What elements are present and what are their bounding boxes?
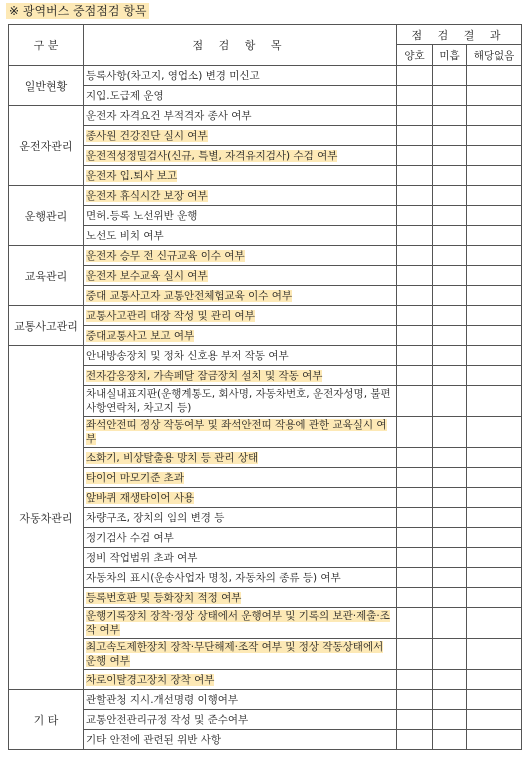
item-text: 소화기, 비상탈출용 망치 등 관리 상태 — [86, 451, 259, 464]
result-poor-cell[interactable] — [433, 468, 467, 488]
result-poor-cell[interactable] — [433, 306, 467, 326]
item-cell — [84, 588, 397, 608]
item-cell — [84, 468, 397, 488]
item-text: 등록번호판 및 등화장치 적정 여부 — [86, 591, 242, 604]
header-items: 점 검 항 목 — [84, 25, 397, 66]
result-na-cell[interactable] — [467, 468, 522, 488]
result-poor-cell[interactable] — [433, 166, 467, 186]
item-cell — [84, 246, 397, 266]
result-good-cell[interactable] — [397, 206, 433, 226]
result-good-cell[interactable] — [397, 508, 433, 528]
item-text: 노선도 비치 여부 — [86, 229, 164, 242]
result-good-cell[interactable] — [397, 710, 433, 730]
table-row — [9, 66, 522, 86]
table-row — [9, 508, 522, 528]
item-cell — [84, 326, 397, 346]
item-text: 운전자 입.퇴사 보고 — [86, 169, 178, 182]
item-cell — [84, 528, 397, 548]
result-na-cell[interactable] — [467, 226, 522, 246]
item-text: 지입.도급제 운영 — [86, 89, 164, 102]
item-text: 기타 안전에 관련된 위반 사항 — [86, 733, 222, 746]
result-na-cell[interactable] — [467, 448, 522, 468]
result-good-cell[interactable] — [397, 66, 433, 86]
item-text: 정비 작업범위 초과 여부 — [86, 551, 198, 564]
item-cell — [84, 126, 397, 146]
item-cell — [84, 206, 397, 226]
category-cell: 자동차관리 — [9, 346, 84, 690]
item-text: 면허.등록 노선위반 운행 — [86, 209, 198, 222]
result-na-cell[interactable] — [467, 366, 522, 386]
result-poor-cell[interactable] — [433, 106, 467, 126]
category-cell: 교통사고관리 — [9, 306, 84, 346]
result-good-cell[interactable] — [397, 730, 433, 750]
item-text: 자동차의 표시(운송사업자 명칭, 자동차의 종류 등) 여부 — [86, 571, 341, 584]
table-row — [9, 448, 522, 468]
item-text: 좌석안전띠 정상 작동여부 및 좌석안전띠 작용에 관한 교육실시 여부 — [86, 419, 387, 445]
table-row — [9, 488, 522, 508]
page-title: ※ 광역버스 중점점검 항목 — [6, 3, 149, 19]
item-cell — [84, 548, 397, 568]
result-na-cell[interactable] — [467, 608, 522, 639]
item-text: 중대 교통사고자 교통안전체험교육 이수 여부 — [86, 289, 293, 302]
result-poor-cell[interactable] — [433, 346, 467, 366]
category-cell: 운행관리 — [9, 186, 84, 246]
table-row — [9, 548, 522, 568]
result-poor-cell[interactable] — [433, 366, 467, 386]
result-na-cell[interactable] — [467, 306, 522, 326]
table-row — [9, 690, 522, 710]
category-cell: 일반현황 — [9, 66, 84, 106]
result-good-cell[interactable] — [397, 417, 433, 448]
item-text: 등록사항(차고지, 영업소) 변경 미신고 — [86, 69, 260, 82]
result-na-cell[interactable] — [467, 508, 522, 528]
item-text: 종사원 건강진단 실시 여부 — [86, 129, 208, 142]
result-good-cell[interactable] — [397, 448, 433, 468]
item-cell — [84, 608, 397, 639]
table-row — [9, 346, 522, 366]
table-row — [9, 206, 522, 226]
table-row — [9, 86, 522, 106]
result-good-cell[interactable] — [397, 346, 433, 366]
result-na-cell[interactable] — [467, 548, 522, 568]
result-poor-cell[interactable] — [433, 326, 467, 346]
table-row — [9, 670, 522, 690]
table-row — [9, 639, 522, 670]
item-text: 타이어 마모기준 초과 — [86, 471, 184, 484]
result-poor-cell[interactable] — [433, 417, 467, 448]
table-row — [9, 246, 522, 266]
item-text: 운전자 보수교육 실시 여부 — [86, 269, 208, 282]
result-na-cell[interactable] — [467, 146, 522, 166]
item-text: 교통사고관리 대장 작성 및 관리 여부 — [86, 309, 255, 322]
result-na-cell[interactable] — [467, 670, 522, 690]
result-na-cell[interactable] — [467, 488, 522, 508]
table-row — [9, 417, 522, 448]
item-text: 차량구조, 장치의 임의 변경 등 — [86, 511, 225, 524]
table-row — [9, 126, 522, 146]
result-na-cell[interactable] — [467, 246, 522, 266]
category-cell: 기 타 — [9, 690, 84, 750]
item-text: 운전자 자격요건 부적격자 종사 여부 — [86, 109, 252, 122]
item-cell — [84, 266, 397, 286]
result-good-cell[interactable] — [397, 568, 433, 588]
table-row — [9, 386, 522, 417]
table-row — [9, 186, 522, 206]
result-good-cell[interactable] — [397, 588, 433, 608]
item-cell — [84, 106, 397, 126]
item-cell — [84, 226, 397, 246]
table-row — [9, 528, 522, 548]
result-na-cell[interactable] — [467, 386, 522, 417]
result-na-cell[interactable] — [467, 126, 522, 146]
item-cell — [84, 730, 397, 750]
result-poor-cell[interactable] — [433, 146, 467, 166]
item-text: 운전자 휴식시간 보장 여부 — [86, 189, 208, 202]
item-cell — [84, 710, 397, 730]
result-good-cell[interactable] — [397, 106, 433, 126]
table-row — [9, 166, 522, 186]
result-na-cell[interactable] — [467, 690, 522, 710]
category-cell: 교육관리 — [9, 246, 84, 306]
table-row — [9, 730, 522, 750]
result-poor-cell[interactable] — [433, 710, 467, 730]
result-poor-cell[interactable] — [433, 588, 467, 608]
header-result: 점 검 결 과 — [397, 25, 522, 45]
table-row — [9, 306, 522, 326]
result-na-cell[interactable] — [467, 730, 522, 750]
item-cell — [84, 306, 397, 326]
item-text: 최고속도제한장치 장착·무단해제·조작 여부 및 정상 작동상태에서 운행 여부 — [86, 641, 384, 667]
result-poor-cell[interactable] — [433, 508, 467, 528]
result-poor-cell[interactable] — [433, 690, 467, 710]
result-poor-cell[interactable] — [433, 266, 467, 286]
result-good-cell[interactable] — [397, 468, 433, 488]
item-cell — [84, 568, 397, 588]
header-poor: 미흡 — [433, 45, 467, 66]
result-na-cell[interactable] — [467, 528, 522, 548]
result-poor-cell[interactable] — [433, 386, 467, 417]
table-row — [9, 266, 522, 286]
item-text: 관할관청 지시.개선명령 이행여부 — [86, 693, 239, 706]
result-na-cell[interactable] — [467, 206, 522, 226]
item-cell — [84, 448, 397, 468]
result-good-cell[interactable] — [397, 306, 433, 326]
result-na-cell[interactable] — [467, 346, 522, 366]
item-cell — [84, 186, 397, 206]
result-na-cell[interactable] — [467, 286, 522, 306]
item-text: 운전자 승무 전 신규교육 이수 여부 — [86, 249, 245, 262]
item-text: 앞바퀴 재생타이어 사용 — [86, 491, 195, 504]
header-good: 양호 — [397, 45, 433, 66]
result-good-cell[interactable] — [397, 548, 433, 568]
header-category: 구 분 — [9, 25, 84, 66]
result-poor-cell[interactable] — [433, 226, 467, 246]
item-cell — [84, 146, 397, 166]
result-poor-cell[interactable] — [433, 286, 467, 306]
result-good-cell[interactable] — [397, 386, 433, 417]
result-na-cell[interactable] — [467, 66, 522, 86]
result-poor-cell[interactable] — [433, 86, 467, 106]
result-poor-cell[interactable] — [433, 568, 467, 588]
table-row — [9, 608, 522, 639]
category-cell: 운전자관리 — [9, 106, 84, 186]
result-good-cell[interactable] — [397, 528, 433, 548]
item-text: 정기검사 수검 여부 — [86, 531, 174, 544]
item-text: 전자감응장치, 가속페달 잠금장치 설치 및 작동 여부 — [86, 369, 323, 382]
result-na-cell[interactable] — [467, 266, 522, 286]
table-row — [9, 588, 522, 608]
result-good-cell[interactable] — [397, 639, 433, 670]
item-cell — [84, 286, 397, 306]
table-row — [9, 326, 522, 346]
item-text: 운행기록장치 장착·정상 상태에서 운행여부 및 기록의 보관·제출·조작 여부 — [86, 610, 390, 636]
result-poor-cell[interactable] — [433, 670, 467, 690]
item-text: 차내실내표지판(운행계통도, 회사명, 자동차번호, 운전자성명, 불편사항연락처, 차고지 등) — [86, 388, 391, 414]
result-poor-cell[interactable] — [433, 488, 467, 508]
item-cell — [84, 166, 397, 186]
result-poor-cell[interactable] — [433, 206, 467, 226]
result-na-cell[interactable] — [467, 86, 522, 106]
result-good-cell[interactable] — [397, 670, 433, 690]
item-cell — [84, 366, 397, 386]
table-row — [9, 106, 522, 126]
item-text: 운전적성정밀검사(신규, 특별, 자격유지검사) 수검 여부 — [86, 149, 338, 162]
result-na-cell[interactable] — [467, 417, 522, 448]
table-row — [9, 366, 522, 386]
result-poor-cell[interactable] — [433, 548, 467, 568]
result-good-cell[interactable] — [397, 488, 433, 508]
result-na-cell[interactable] — [467, 166, 522, 186]
result-na-cell[interactable] — [467, 326, 522, 346]
item-cell — [84, 488, 397, 508]
result-good-cell[interactable] — [397, 366, 433, 386]
item-cell — [84, 346, 397, 366]
table-row — [9, 146, 522, 166]
item-text: 교통안전관리규정 작성 및 준수여부 — [86, 713, 249, 726]
result-poor-cell[interactable] — [433, 126, 467, 146]
inspection-table — [8, 24, 522, 750]
item-text: 중대교통사고 보고 여부 — [86, 329, 195, 342]
result-poor-cell[interactable] — [433, 66, 467, 86]
table-row — [9, 286, 522, 306]
result-poor-cell[interactable] — [433, 639, 467, 670]
result-good-cell[interactable] — [397, 86, 433, 106]
item-cell — [84, 86, 397, 106]
result-na-cell[interactable] — [467, 186, 522, 206]
result-good-cell[interactable] — [397, 166, 433, 186]
result-na-cell[interactable] — [467, 588, 522, 608]
result-good-cell[interactable] — [397, 126, 433, 146]
result-na-cell[interactable] — [467, 568, 522, 588]
result-poor-cell[interactable] — [433, 730, 467, 750]
table-row — [9, 710, 522, 730]
table-row — [9, 468, 522, 488]
result-poor-cell[interactable] — [433, 608, 467, 639]
result-poor-cell[interactable] — [433, 186, 467, 206]
result-good-cell[interactable] — [397, 146, 433, 166]
result-na-cell[interactable] — [467, 639, 522, 670]
result-good-cell[interactable] — [397, 226, 433, 246]
result-poor-cell[interactable] — [433, 528, 467, 548]
result-poor-cell[interactable] — [433, 448, 467, 468]
table-row — [9, 226, 522, 246]
item-text: 차로이탈경고장치 장착 여부 — [86, 673, 215, 686]
item-cell — [84, 508, 397, 528]
result-good-cell[interactable] — [397, 266, 433, 286]
item-text: 안내방송장치 및 정차 신호용 부저 작동 여부 — [86, 349, 289, 362]
result-na-cell[interactable] — [467, 710, 522, 730]
result-poor-cell[interactable] — [433, 246, 467, 266]
result-good-cell[interactable] — [397, 286, 433, 306]
result-good-cell[interactable] — [397, 608, 433, 639]
result-na-cell[interactable] — [467, 106, 522, 126]
item-cell — [84, 639, 397, 670]
item-cell — [84, 66, 397, 86]
result-good-cell[interactable] — [397, 326, 433, 346]
table-row — [9, 568, 522, 588]
header-na: 해당없음 — [467, 45, 522, 66]
result-good-cell[interactable] — [397, 690, 433, 710]
item-cell — [84, 690, 397, 710]
item-cell — [84, 670, 397, 690]
result-good-cell[interactable] — [397, 186, 433, 206]
item-cell — [84, 386, 397, 417]
item-cell — [84, 417, 397, 448]
result-good-cell[interactable] — [397, 246, 433, 266]
